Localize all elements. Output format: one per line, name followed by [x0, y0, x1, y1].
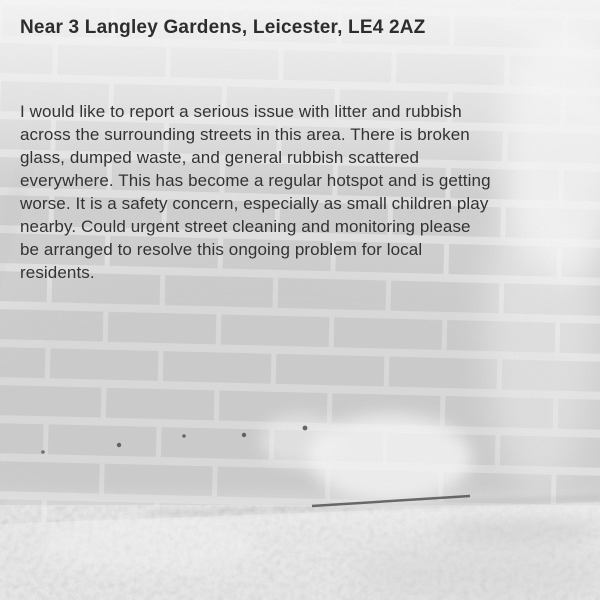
report-description-line: nearby. Could urgent street cleaning and monitoring please: [20, 217, 471, 236]
report-description-line: everywhere. This has become a regular hotspot and is getting: [20, 171, 491, 190]
report-description-line: glass, dumped waste, and general rubbish scattered: [20, 148, 420, 167]
report-description: [20, 100, 585, 284]
report-description-line: across the surrounding streets in this area. There is broken: [20, 125, 470, 144]
report-description-line: residents.: [20, 263, 95, 282]
report-description-line: I would like to report a serious issue with litter and rubbish: [20, 102, 462, 121]
report-location-title: Near 3 Langley Gardens, Leicester, LE4 2AZ: [20, 17, 426, 38]
report-description-line: worse. It is a safety concern, especially as small children play: [20, 194, 489, 213]
report-description-line: be arranged to resolve this ongoing problem for local: [20, 240, 423, 259]
